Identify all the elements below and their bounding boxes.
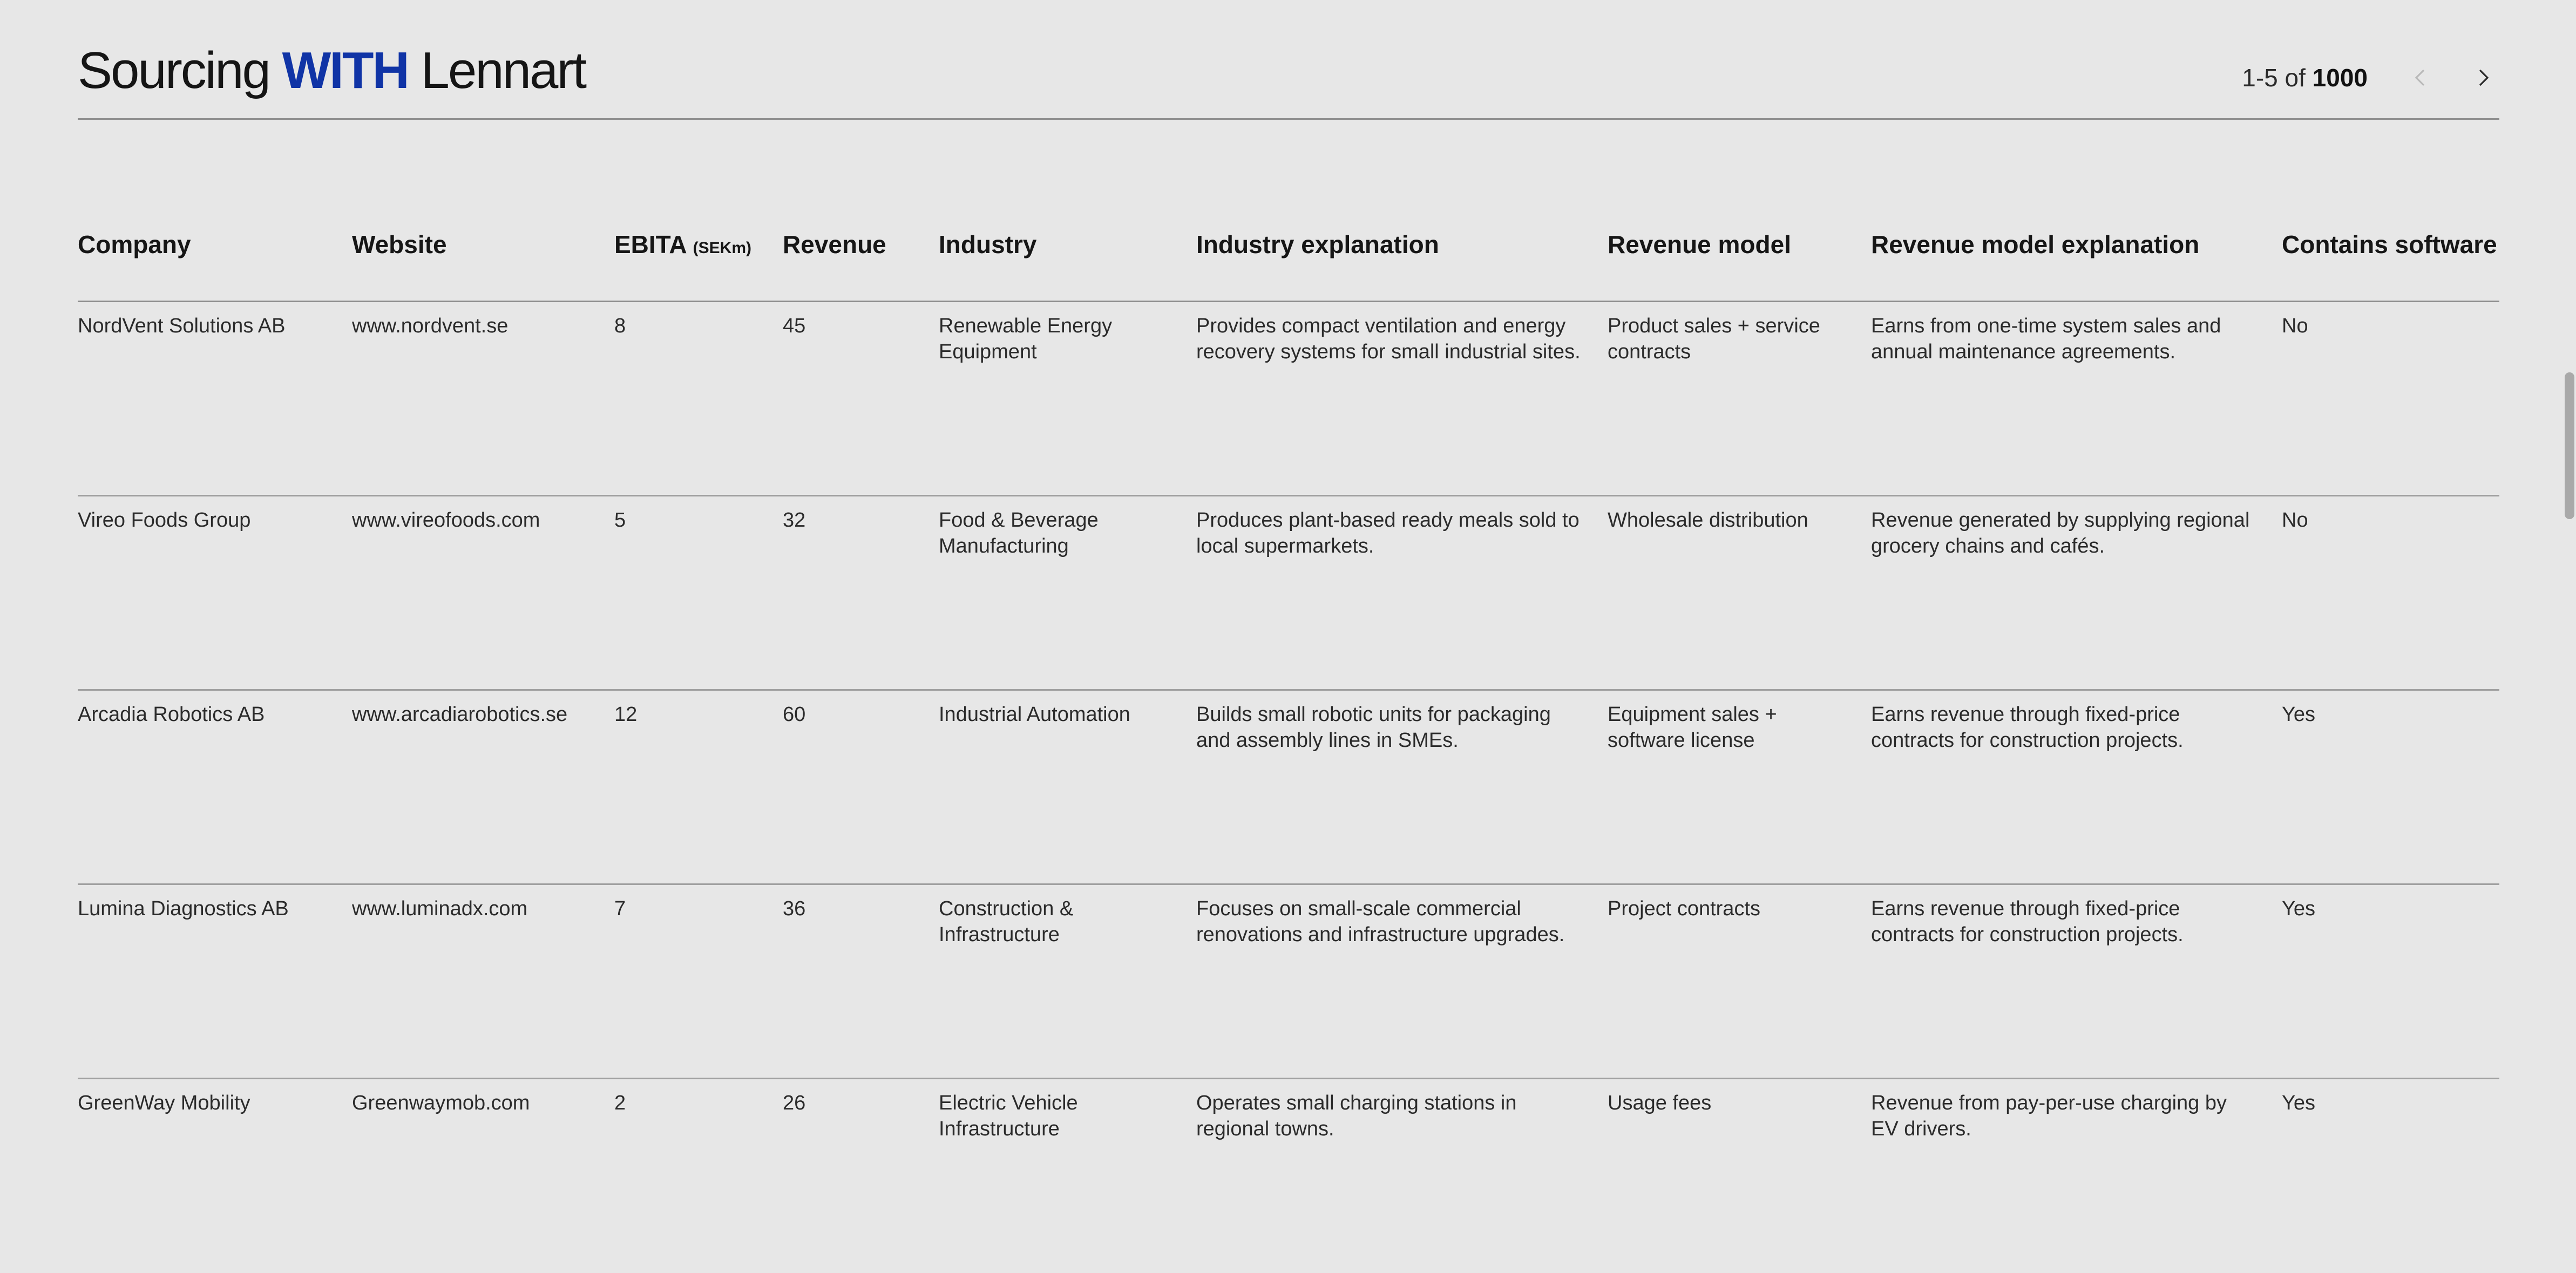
- title-accent: WITH: [282, 42, 408, 99]
- cell-industry-explanation: Builds small robotic units for packaging and assembly lines in SMEs.: [1196, 703, 1551, 752]
- cell-industry: Construction & Infrastructure: [939, 897, 1074, 946]
- column-header-revenue[interactable]: Revenue: [783, 230, 886, 258]
- pagination-of: of: [2284, 64, 2306, 92]
- cell-company: Lumina Diagnostics AB: [78, 897, 289, 920]
- vertical-scrollbar[interactable]: [2563, 0, 2576, 1273]
- column-header-website[interactable]: Website: [352, 230, 447, 258]
- pagination-total: 1000: [2312, 64, 2368, 92]
- cell-revenue: 45: [783, 315, 806, 337]
- cell-revenue-model: Project contracts: [1608, 897, 1760, 920]
- scrollbar-thumb[interactable]: [2565, 372, 2574, 519]
- column-header-revenue-model-explanation[interactable]: Revenue model explanation: [1871, 230, 2200, 258]
- next-page-button[interactable]: [2467, 62, 2499, 94]
- title-part-1: Sourcing: [78, 42, 269, 99]
- cell-website: www.vireofoods.com: [352, 509, 540, 532]
- column-header-industry[interactable]: Industry: [939, 230, 1037, 258]
- column-header-ebita[interactable]: [614, 230, 765, 259]
- cell-ebita: 5: [614, 509, 626, 532]
- cell-company: GreenWay Mobility: [78, 1092, 250, 1114]
- cell-website: Greenwaymob.com: [352, 1092, 530, 1114]
- table-header: [78, 217, 2499, 302]
- cell-website: www.luminadx.com: [352, 897, 528, 920]
- cell-revenue: 60: [783, 703, 806, 726]
- column-header-ebita-unit: (SEKm): [693, 239, 752, 257]
- table-row[interactable]: [78, 302, 2499, 496]
- title-part-2: Lennart: [421, 42, 586, 99]
- cell-contains-software: Yes: [2282, 897, 2315, 920]
- chevron-right-icon: [2472, 67, 2494, 89]
- cell-website: www.nordvent.se: [352, 315, 509, 337]
- page-header: [78, 38, 2499, 120]
- cell-company: Arcadia Robotics AB: [78, 703, 265, 726]
- cell-revenue-model-explanation: Revenue generated by supplying regional grocery chains and cafés.: [1871, 509, 2250, 557]
- column-header-ebita-label: EBITA: [614, 230, 686, 258]
- pagination-label: [2242, 63, 2368, 92]
- table-row[interactable]: [78, 496, 2499, 691]
- cell-revenue-model: Product sales + service contracts: [1608, 315, 1820, 363]
- chevron-left-icon: [2410, 67, 2431, 89]
- cell-industry-explanation: Operates small charging stations in regional towns.: [1196, 1092, 1517, 1140]
- cell-industry-explanation: Produces plant-based ready meals sold to local supermarkets.: [1196, 509, 1580, 557]
- cell-revenue-model: Usage fees: [1608, 1092, 1712, 1114]
- cell-contains-software: Yes: [2282, 703, 2315, 726]
- column-header-industry-explanation[interactable]: Industry explanation: [1196, 230, 1439, 258]
- cell-revenue: 36: [783, 897, 806, 920]
- cell-industry: Electric Vehicle Infrastructure: [939, 1092, 1078, 1140]
- cell-revenue: 26: [783, 1092, 806, 1114]
- cell-industry: Renewable Energy Equipment: [939, 315, 1113, 363]
- cell-industry-explanation: Provides compact ventilation and energy recovery systems for small industrial sites.: [1196, 315, 1581, 363]
- cell-contains-software: No: [2282, 509, 2308, 532]
- cell-industry: Industrial Automation: [939, 703, 1130, 726]
- cell-revenue-model-explanation: Earns from one-time system sales and annual maintenance agreements.: [1871, 315, 2221, 363]
- cell-industry: Food & Beverage Manufacturing: [939, 509, 1099, 557]
- cell-revenue-model-explanation: Revenue from pay-per-use charging by EV drivers.: [1871, 1092, 2227, 1140]
- table-row[interactable]: [78, 691, 2499, 885]
- table-row[interactable]: [78, 1079, 2499, 1273]
- cell-industry-explanation: Focuses on small-scale commercial renovations and infrastructure upgrades.: [1196, 897, 1565, 946]
- cell-ebita: 2: [614, 1092, 626, 1114]
- cell-company: Vireo Foods Group: [78, 509, 251, 532]
- cell-revenue-model: Wholesale distribution: [1608, 509, 1808, 532]
- cell-website: www.arcadiarobotics.se: [352, 703, 568, 726]
- table-row[interactable]: [78, 885, 2499, 1079]
- pagination: [2242, 62, 2499, 94]
- page-title: [78, 41, 585, 100]
- cell-company: NordVent Solutions AB: [78, 315, 286, 337]
- cell-ebita: 7: [614, 897, 626, 920]
- cell-revenue-model-explanation: Earns revenue through fixed-price contracts for construction projects.: [1871, 703, 2184, 752]
- cell-contains-software: No: [2282, 315, 2308, 337]
- pagination-range: 1-5: [2242, 64, 2278, 92]
- cell-ebita: 8: [614, 315, 626, 337]
- companies-table: [78, 217, 2499, 1273]
- cell-revenue-model: Equipment sales + software license: [1608, 703, 1777, 752]
- cell-revenue-model-explanation: Earns revenue through fixed-price contracts for construction projects.: [1871, 897, 2184, 946]
- column-header-company[interactable]: Company: [78, 230, 191, 258]
- column-header-contains-software[interactable]: Contains software: [2282, 230, 2497, 258]
- cell-ebita: 12: [614, 703, 638, 726]
- column-header-revenue-model[interactable]: Revenue model: [1608, 230, 1791, 258]
- previous-page-button[interactable]: [2404, 62, 2437, 94]
- cell-revenue: 32: [783, 509, 806, 532]
- cell-contains-software: Yes: [2282, 1092, 2315, 1114]
